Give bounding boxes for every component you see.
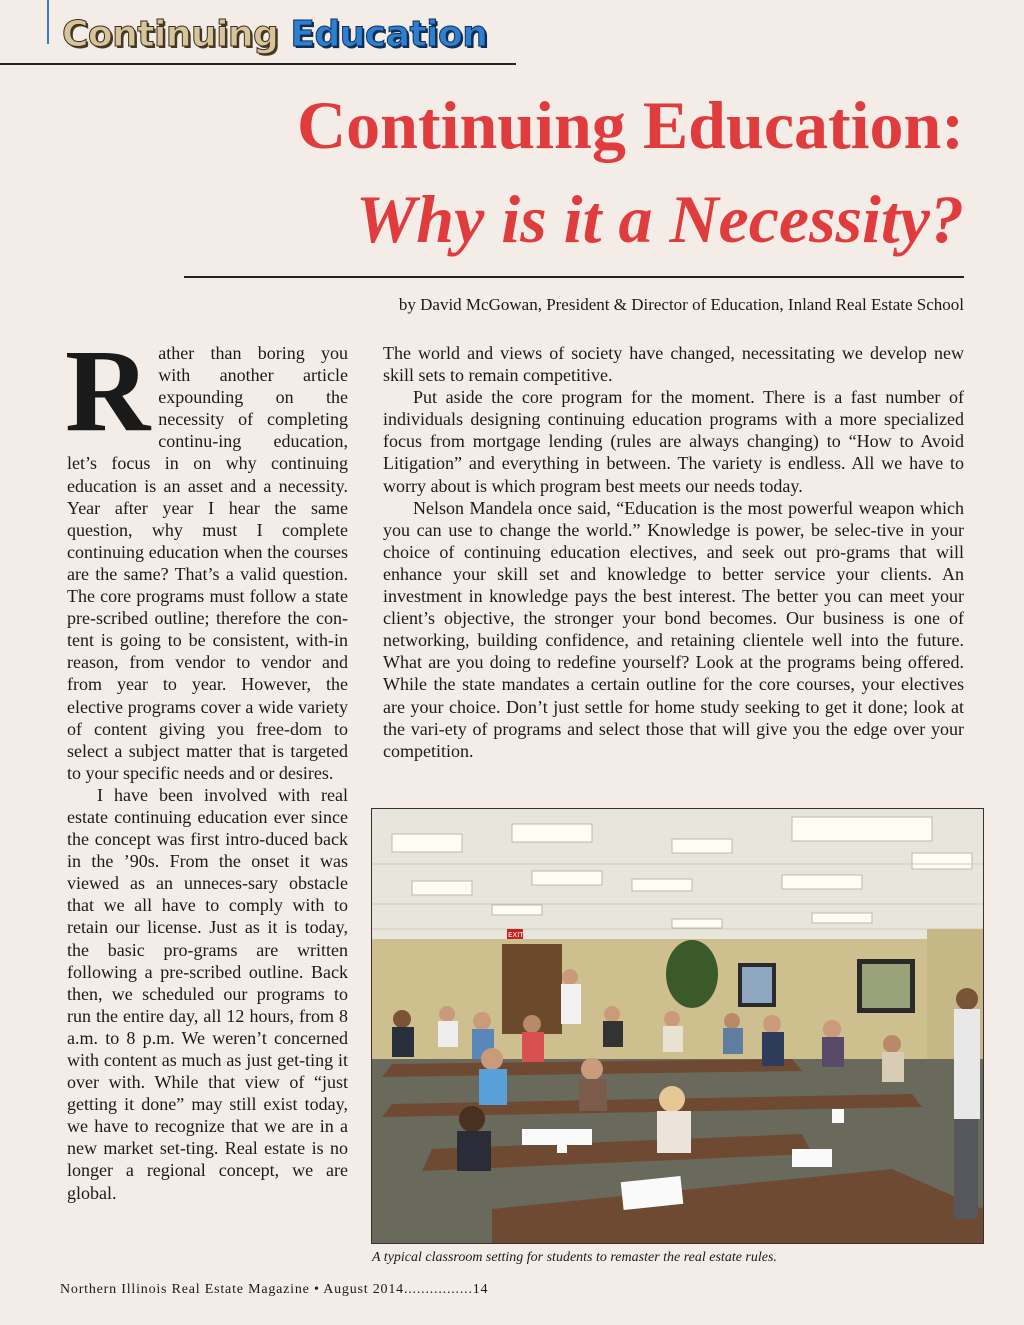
exit-sign: EXIT	[508, 931, 524, 939]
paragraph: Nelson Mandela once said, “Education is the most powerful weapon which you can use to change the world.” Knowledge is power, be selec-tive in your choice of continuing education electives, and seek out pro-grams that will enhance your skill set and knowledge to better service your clients. An investment in knowledge pays the best interest. The better you can meet your client’s objective, the stronger your bond becomes. Our business is one of networking, building confidence, and retaining clientele well into the future. What are you doing to redefine yourself? Look at the programs being offered. While the state mandates a certain outline for the core courses, your electives are your choice. Don’t just settle for home study seeking to get it done; look at the vari-ety of programs and select those that will give you the edge over your competition.	[383, 497, 964, 761]
article-column-2	[383, 342, 964, 762]
photo-caption: A typical classroom setting for students to remaster the real estate rules.	[372, 1250, 777, 1265]
paragraph: The world and views of society have changed, necessitating we develop new skill sets to remain competitive.	[383, 343, 964, 386]
section-header-word2: Education	[290, 14, 488, 55]
byline: by David McGowan, President & Director of Education, Inland Real Estate School	[398, 295, 964, 314]
article-column-1	[65, 325, 348, 1204]
classroom-illustration	[372, 809, 983, 1243]
paragraph: Put aside the core program for the moment. There is a fast number of individuals designing continuing education programs with a more specialized focus from mortgage lending (rules are always changing) to “How to Avoid Litigation” and everything in between. The variety is endless. All we have to worry about is which program best meets our needs today.	[383, 387, 964, 496]
drop-cap: R	[65, 325, 151, 456]
section-header-accent	[47, 0, 49, 44]
title-rule	[184, 276, 964, 278]
section-header	[62, 14, 487, 55]
paragraph: I have been involved with real estate continuing education ever since the concept was first intro-duced back in the ’90s. From the onset it was viewed as an unneces-sary obstacle that we all have to comply with to retain our license. Just as it is today, the basic pro-grams are written following a pre-scribed outline. Back then, we scheduled our programs to run the entire day, all 12 hours, from 8 a.m. to 8 p.m. We weren’t concerned with content as much as just get-ting it over with. While that view of “just getting it done” may still exist today, we have to recognize that we are in a new market set-ting. Real estate is no longer a regional concept, we are global.	[67, 784, 348, 1203]
section-header-word1: Continuing	[62, 14, 279, 55]
paragraph: ather than boring you with another article expounding on the necessity of completing continu-ing education, let’s focus in on why continuing education is an asset and a necessity. Year after year I hear the same question, why must I complete continuing education when the courses are the same? That’s a valid question. The core programs must follow a state pre-scribed outline; therefore the con-tent is going to be consistent, with-in reason, from vendor to vendor and from year to year. However, the elective programs cover a wide variety of content giving you free-dom to select a subject matter that is targeted to your specific needs and or desires.	[67, 343, 348, 783]
classroom-photo	[371, 808, 984, 1244]
article-title: Continuing Education:	[297, 87, 964, 163]
page-footer: Northern Illinois Real Estate Magazine • August 2014................14	[60, 1282, 489, 1297]
article-subtitle: Why is it a Necessity?	[355, 181, 964, 257]
section-header-rule	[0, 63, 516, 65]
